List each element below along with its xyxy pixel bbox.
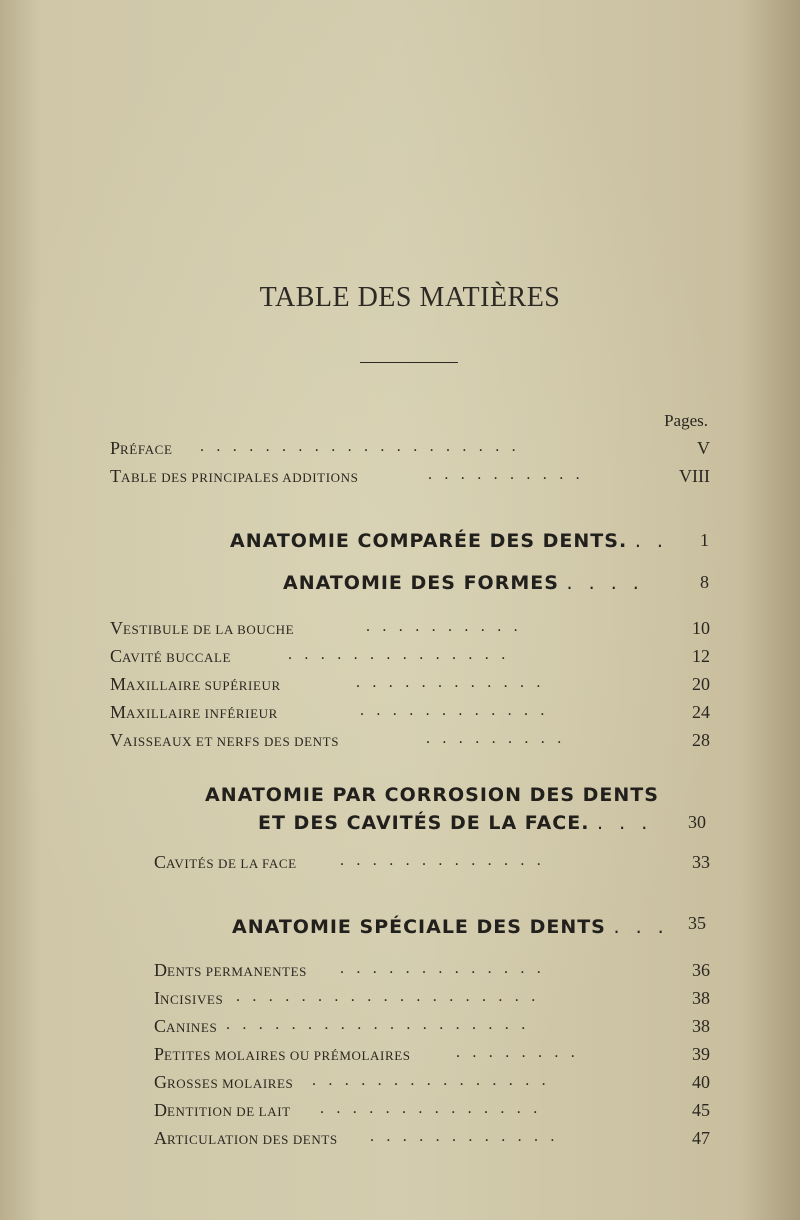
page-number: V xyxy=(697,438,710,458)
page-number: 30 xyxy=(688,812,706,832)
section-heading-anatomie-formes: ANATOMIE DES FORMES . . . . xyxy=(283,572,644,594)
page-number: 36 xyxy=(692,960,710,980)
toc-entry-table-additions: TABLE DES PRINCIPALES ADDITIONS . . . . . . . . . . VIII xyxy=(110,466,710,486)
toc-entry: ARTICULATION DES DENTS . . . . . . . . . . . . 47 xyxy=(154,1128,710,1148)
page-number: VIII xyxy=(679,466,710,486)
toc-entry: CAVITÉ BUCCALE . . . . . . . . . . . . . . 12 xyxy=(110,646,710,666)
toc-entry: VESTIBULE DE LA BOUCHE . . . . . . . . . . 10 xyxy=(110,618,710,638)
toc-entry: DENTS PERMANENTES . . . . . . . . . . . . . 36 xyxy=(154,960,710,980)
page-number: 38 xyxy=(692,1016,710,1036)
page-number: 33 xyxy=(692,852,710,872)
section-heading-corrosion-line2: ET DES CAVITÉS DE LA FACE. . . . xyxy=(258,812,653,834)
page-number: 47 xyxy=(692,1128,710,1148)
section-heading-anatomie-comparee: ANATOMIE COMPARÉE DES DENTS. . . xyxy=(230,530,668,552)
section-heading-anatomie-speciale: ANATOMIE SPÉCIALE DES DENTS . . . xyxy=(232,916,669,938)
page-number: 40 xyxy=(692,1072,710,1092)
section-heading-corrosion-line1: ANATOMIE PAR CORROSION DES DENTS xyxy=(205,784,659,806)
page-number: 10 xyxy=(692,618,710,638)
toc-entry: DENTITION DE LAIT . . . . . . . . . . . . . . 45 xyxy=(154,1100,710,1120)
page-number: 35 xyxy=(688,913,706,933)
pages-column-label: Pages. xyxy=(664,411,708,430)
toc-entry: GROSSES MOLAIRES . . . . . . . . . . . . . . . 40 xyxy=(154,1072,710,1092)
page-number: 38 xyxy=(692,988,710,1008)
toc-entry: CAVITÉS DE LA FACE . . . . . . . . . . . . . 33 xyxy=(154,852,710,872)
page-number: 12 xyxy=(692,646,710,666)
page-number: 20 xyxy=(692,674,710,694)
page-number: 45 xyxy=(692,1100,710,1120)
toc-entry: VAISSEAUX ET NERFS DES DENTS . . . . . . . . . 28 xyxy=(110,730,710,750)
toc-entry: INCISIVES . . . . . . . . . . . . . . . . . . . 38 xyxy=(154,988,710,1008)
toc-entry: MAXILLAIRE INFÉRIEUR . . . . . . . . . . . . 24 xyxy=(110,702,710,722)
toc-entry: MAXILLAIRE SUPÉRIEUR . . . . . . . . . . . . 20 xyxy=(110,674,710,694)
toc-entry-preface: PRÉFACE . . . . . . . . . . . . . . . . . . . . V xyxy=(110,438,710,458)
toc-entry: PETITES MOLAIRES OU PRÉMOLAIRES . . . . . . . . 39 xyxy=(154,1044,710,1064)
page-number: 8 xyxy=(700,572,709,592)
page-number: 1 xyxy=(700,530,709,550)
page-number: 28 xyxy=(692,730,710,750)
title-rule xyxy=(360,362,458,363)
page-title: TABLE DES MATIÈRES xyxy=(259,282,561,313)
page-number: 39 xyxy=(692,1044,710,1064)
toc-entry: CANINES . . . . . . . . . . . . . . . . . . . 38 xyxy=(154,1016,710,1036)
page-number: 24 xyxy=(692,702,710,722)
